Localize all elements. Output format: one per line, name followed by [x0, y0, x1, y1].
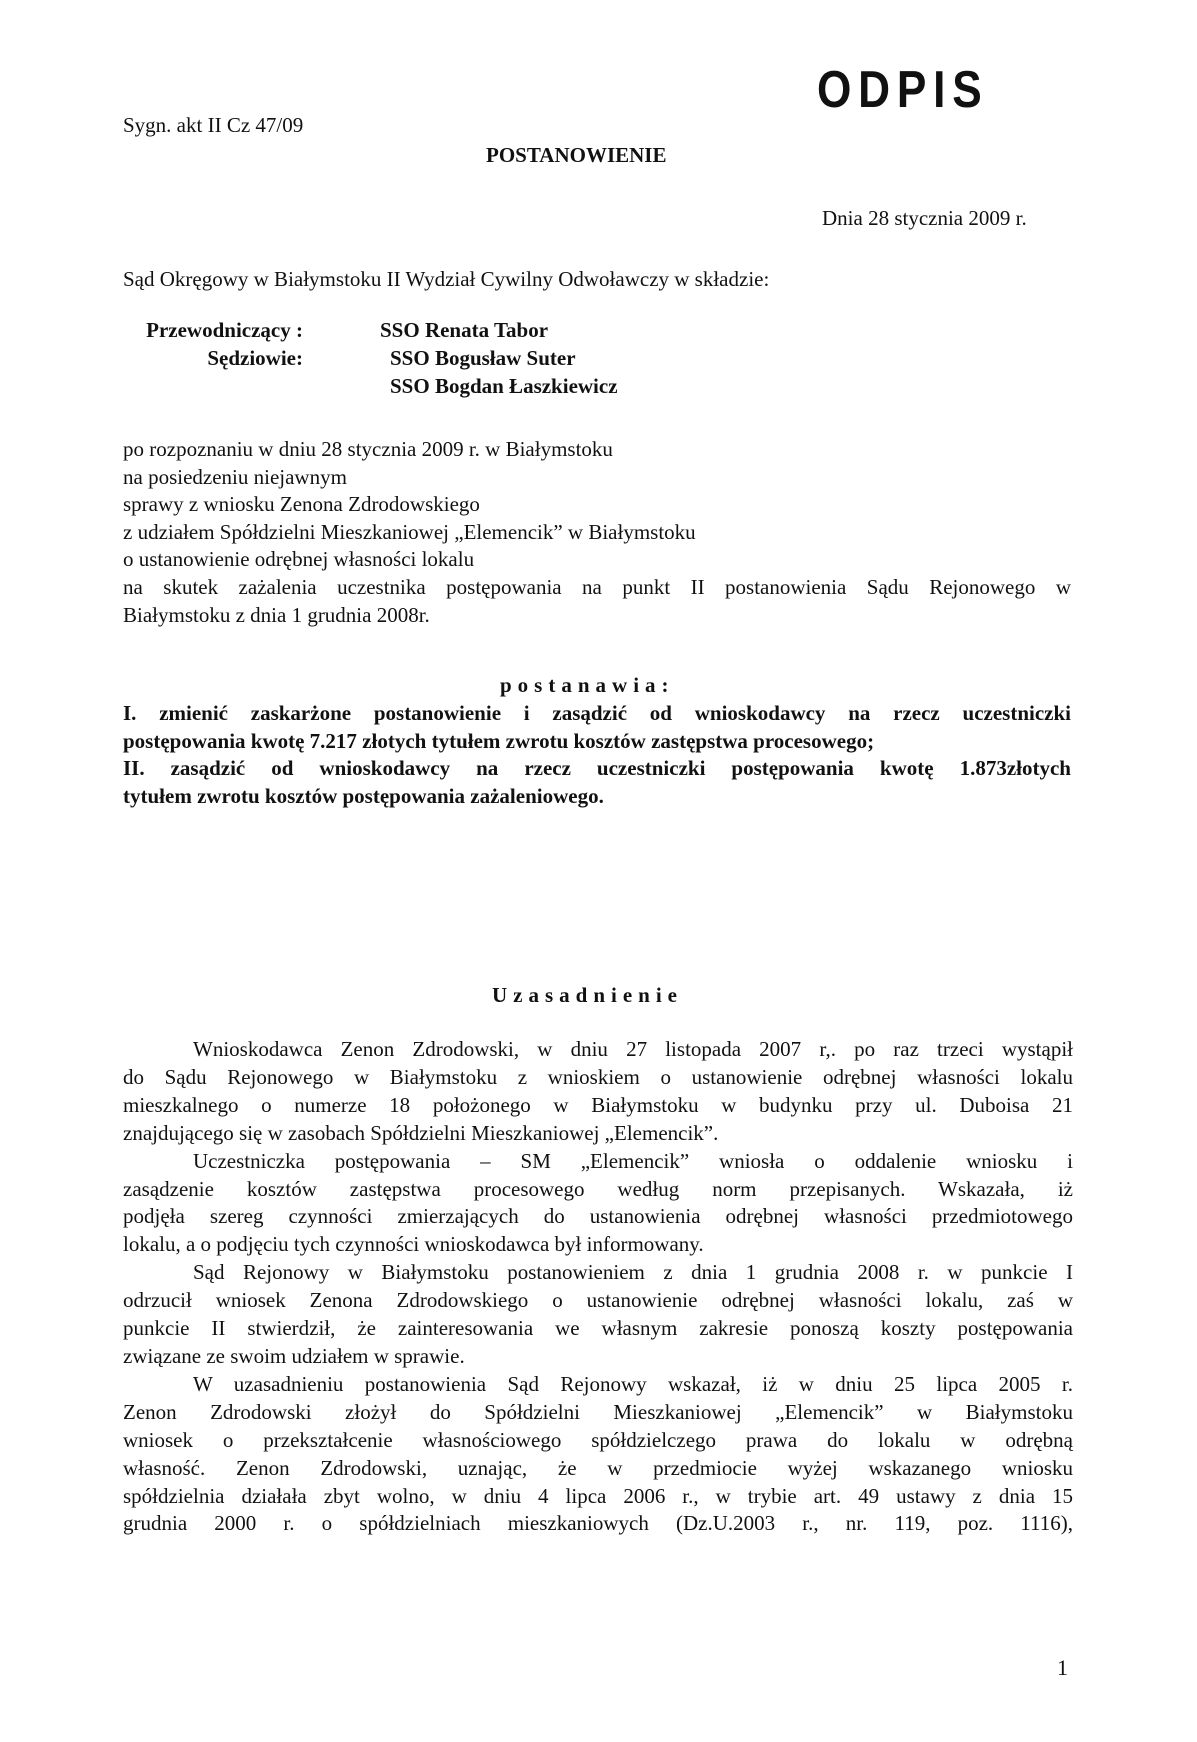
case-signature: Sygn. akt II Cz 47/09 — [123, 113, 304, 137]
body-line: mieszkalnego o numerze 18 położonego w Białymstoku w budynku przy ul. Duboisa 21 — [123, 1092, 1073, 1117]
body-line: punkcie II stwierdził, że zainteresowania we własnym zakresie ponoszą koszty postępowania — [123, 1316, 1073, 1341]
chair-name: SSO Renata Tabor — [380, 318, 549, 342]
body-line: spółdzielnia działała zbyt wolno, w dniu 4 lipca 2006 r., w trybie art. 49 ustawy z dnia 15 — [123, 1483, 1073, 1508]
proceedings-line: na posiedzeniu niejawnym — [123, 464, 347, 489]
proceedings-line: sprawy z wniosku Zenona Zdrodowskiego — [123, 492, 480, 517]
judge-name: SSO Bogusław Suter — [390, 346, 576, 370]
page-number: 1 — [1057, 1655, 1068, 1680]
copy-stamp: ODPIS — [817, 61, 989, 119]
judges-label: Sędziowie: — [207, 346, 303, 370]
body-line: W uzasadnieniu postanowienia Sąd Rejonowy wskazał, iż w dniu 25 lipca 2005 r. — [193, 1371, 1073, 1396]
proceedings-line: z udziałem Spółdzielni Mieszkaniowej „Elemencik” w Białymstoku — [123, 519, 696, 544]
document-date: Dnia 28 stycznia 2009 r. — [822, 206, 1027, 230]
document-title: POSTANOWIENIE — [486, 143, 667, 167]
body-line: wniosek o przekształcenie własnościowego spółdzielczego prawa do lokalu w odrębną — [123, 1427, 1073, 1452]
body-line: Wnioskodawca Zenon Zdrodowski, w dniu 27 listopada 2007 r,. po raz trzeci wystąpił — [193, 1037, 1073, 1061]
body-line: znajdującego się w zasobach Spółdzielni Mieszkaniowej „Elemencik”. — [123, 1120, 719, 1145]
body-line: Zenon Zdrodowski złożył do Spółdzielni Mieszkaniowej „Elemencik” w Białymstoku — [123, 1399, 1073, 1424]
proceedings-line: na skutek zażalenia uczestnika postępowania na punkt II postanowienia Sądu Rejonowego w — [123, 574, 1071, 599]
body-line: grudnia 2000 r. o spółdzielniach mieszkaniowych (Dz.U.2003 r., nr. 119, poz. 1116), — [123, 1511, 1073, 1536]
proceedings-line: Białymstoku z dnia 1 grudnia 2008r. — [123, 602, 430, 627]
body-line: zasądzenie kosztów zastępstwa procesowego według norm przepisanych. Wskazała, iż — [123, 1176, 1073, 1201]
ruling-line: II. zasądzić od wnioskodawcy na rzecz uczestniczki postępowania kwotę 1.873złotych — [123, 756, 1071, 780]
court-composition: Sąd Okręgowy w Białymstoku II Wydział Cywilny Odwoławczy w składzie: — [123, 267, 770, 291]
ruling-line: I. zmienić zaskarżone postanowienie i zasądzić od wnioskodawcy na rzecz uczestniczki — [123, 701, 1071, 725]
ruling-line: tytułem zwrotu kosztów postępowania zażaleniowego. — [123, 783, 604, 808]
body-line: własność. Zenon Zdrodowski, uznając, że w przedmiocie wyżej wskazanego wniosku — [123, 1455, 1073, 1480]
ruling-line: postępowania kwotę 7.217 złotych tytułem zwrotu kosztów zastępstwa procesowego; — [123, 728, 875, 753]
chair-label: Przewodniczący : — [146, 318, 303, 342]
rulings-block — [123, 700, 1073, 810]
judge-name: SSO Bogdan Łaszkiewicz — [390, 374, 618, 398]
body-line: do Sądu Rejonowego w Białymstoku z wnioskiem o ustanowienie odrębnej własności lokalu — [123, 1064, 1073, 1089]
reasons-heading: Uzasadnienie — [492, 983, 684, 1007]
reasons-body — [123, 1036, 1073, 1538]
proceedings-block — [123, 436, 1073, 629]
body-line: lokalu, a o podjęciu tych czynności wnioskodawca był informowany. — [123, 1232, 704, 1257]
body-line: związane ze swoim udziałem w sprawie. — [123, 1343, 465, 1368]
proceedings-line: o ustanowienie odrębnej własności lokalu — [123, 547, 475, 572]
body-line: odrzucił wniosek Zenona Zdrodowskiego o ustanowienie odrębnej własności lokalu, zaś w — [123, 1288, 1073, 1313]
body-line: podjęła szereg czynności zmierzających do ustanowienia odrębnej własności przedmiotowego — [123, 1204, 1073, 1229]
decides-heading: postanawia: — [500, 673, 675, 697]
proceedings-line: po rozpoznaniu w dniu 28 stycznia 2009 r. w Białymstoku — [123, 437, 613, 461]
body-line: Uczestniczka postępowania – SM „Elemencik” wniosła o oddalenie wniosku i — [193, 1148, 1073, 1173]
body-line: Sąd Rejonowy w Białymstoku postanowieniem z dnia 1 grudnia 2008 r. w punkcie I — [193, 1260, 1073, 1285]
